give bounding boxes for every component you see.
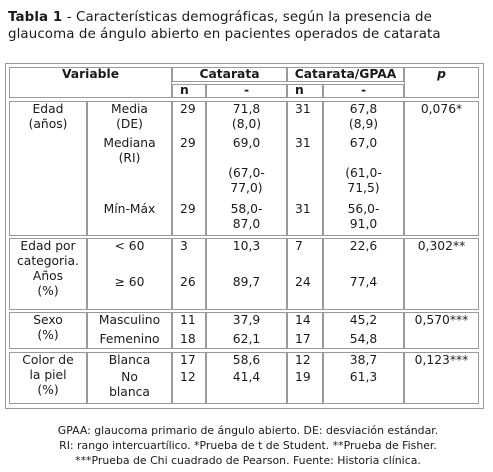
catarata-value: 58,6 [232, 353, 261, 367]
catarata-value: 37,9 [232, 313, 261, 327]
catarata-gpaa-value: 38,7 [349, 353, 378, 367]
catarata-gpaa-n: 31 [295, 136, 311, 150]
header-dash: - [360, 83, 367, 97]
catarata-gpaa-n: 19 [295, 370, 311, 384]
table-caption [8, 9, 488, 43]
header-catarata-gpaa: Catarata/GPAA [294, 67, 397, 81]
row-sublabel: < 60 [114, 239, 145, 253]
catarata-value: 10,3 [232, 239, 261, 253]
catarata-n: 11 [180, 313, 196, 327]
row-sublabel: Mín-Máx [103, 202, 156, 216]
demographics-table [5, 63, 484, 409]
p-value: 0,570*** [414, 313, 469, 327]
group-label: Color de la piel (%) [22, 353, 74, 397]
catarata-gpaa-value: 22,6 [349, 239, 378, 253]
catarata-value: 41,4 [232, 370, 261, 384]
p-value: 0,123*** [414, 353, 469, 367]
table-footnotes [8, 423, 488, 468]
catarata-gpaa-value: 56,0- 91,0 [347, 202, 380, 231]
catarata-n: 29 [180, 136, 196, 150]
row-sublabel: Femenino [99, 332, 160, 346]
group-label: Sexo (%) [33, 313, 63, 342]
row-sublabel: ≥ 60 [114, 275, 145, 289]
catarata-n: 18 [180, 332, 196, 346]
header-dash: - [243, 83, 250, 97]
group-p-cell [404, 101, 479, 236]
header-p: p [437, 67, 446, 81]
p-value: 0,076* [420, 102, 463, 116]
catarata-n: 3 [180, 239, 188, 253]
header-variable: Variable [61, 67, 120, 81]
catarata-gpaa-n: 12 [295, 353, 311, 367]
catarata-gpaa-n: 24 [295, 275, 311, 289]
catarata-value: 69,0 (67,0- 77,0) [228, 136, 265, 195]
catarata-gpaa-value: 45,2 [349, 313, 378, 327]
catarata-gpaa-value: 61,3 [349, 370, 378, 384]
row-sublabel: Blanca [108, 353, 151, 367]
header-catarata: Catarata [199, 67, 260, 81]
row-sublabel: Media (DE) [111, 102, 148, 131]
table-title: - Características demográficas, según la presencia de glaucoma de ángulo abierto en pacientes operados de catarata [8, 10, 441, 42]
p-value: 0,302** [417, 239, 466, 253]
catarata-n: 26 [180, 275, 196, 289]
catarata-value: 71,8 (8,0) [231, 102, 262, 131]
group-label: Edad (años) [28, 102, 68, 131]
catarata-n: 12 [180, 370, 196, 384]
catarata-gpaa-value: 77,4 [349, 275, 378, 289]
catarata-n: 29 [180, 102, 196, 116]
catarata-gpaa-value: 67,0 (61,0- 71,5) [345, 136, 382, 195]
footnote-line: ***Prueba de Chi cuadrado de Pearson. Fuente: Historia clínica. [75, 454, 421, 467]
header-n: n [295, 83, 304, 97]
catarata-gpaa-value: 67,8 (8,9) [348, 102, 379, 131]
catarata-n: 29 [180, 202, 196, 216]
catarata-gpaa-n: 31 [295, 202, 311, 216]
catarata-gpaa-n: 14 [295, 313, 311, 327]
table-label: Tabla 1 [8, 10, 63, 25]
catarata-gpaa-n: 17 [295, 332, 311, 346]
catarata-value: 62,1 [232, 332, 261, 346]
footnote-line: RI: rango intercuartílico. *Prueba de t de Student. **Prueba de Fisher. [59, 439, 437, 452]
catarata-n: 17 [180, 353, 196, 367]
catarata-gpaa-n: 31 [295, 102, 311, 116]
row-sublabel: Mediana (RI) [103, 136, 156, 165]
group-label: Edad por categoria. Años (%) [17, 239, 79, 298]
catarata-value: 89,7 [232, 275, 261, 289]
row-sublabel: No blanca [109, 370, 150, 399]
catarata-gpaa-n: 7 [295, 239, 303, 253]
catarata-gpaa-value: 54,8 [349, 332, 378, 346]
catarata-value: 58,0- 87,0 [230, 202, 263, 231]
footnote-line: GPAA: glaucoma primario de ángulo abierto. DE: desviación estándar. [57, 424, 439, 437]
header-n: n [180, 83, 189, 97]
row-sublabel: Masculino [98, 313, 161, 327]
